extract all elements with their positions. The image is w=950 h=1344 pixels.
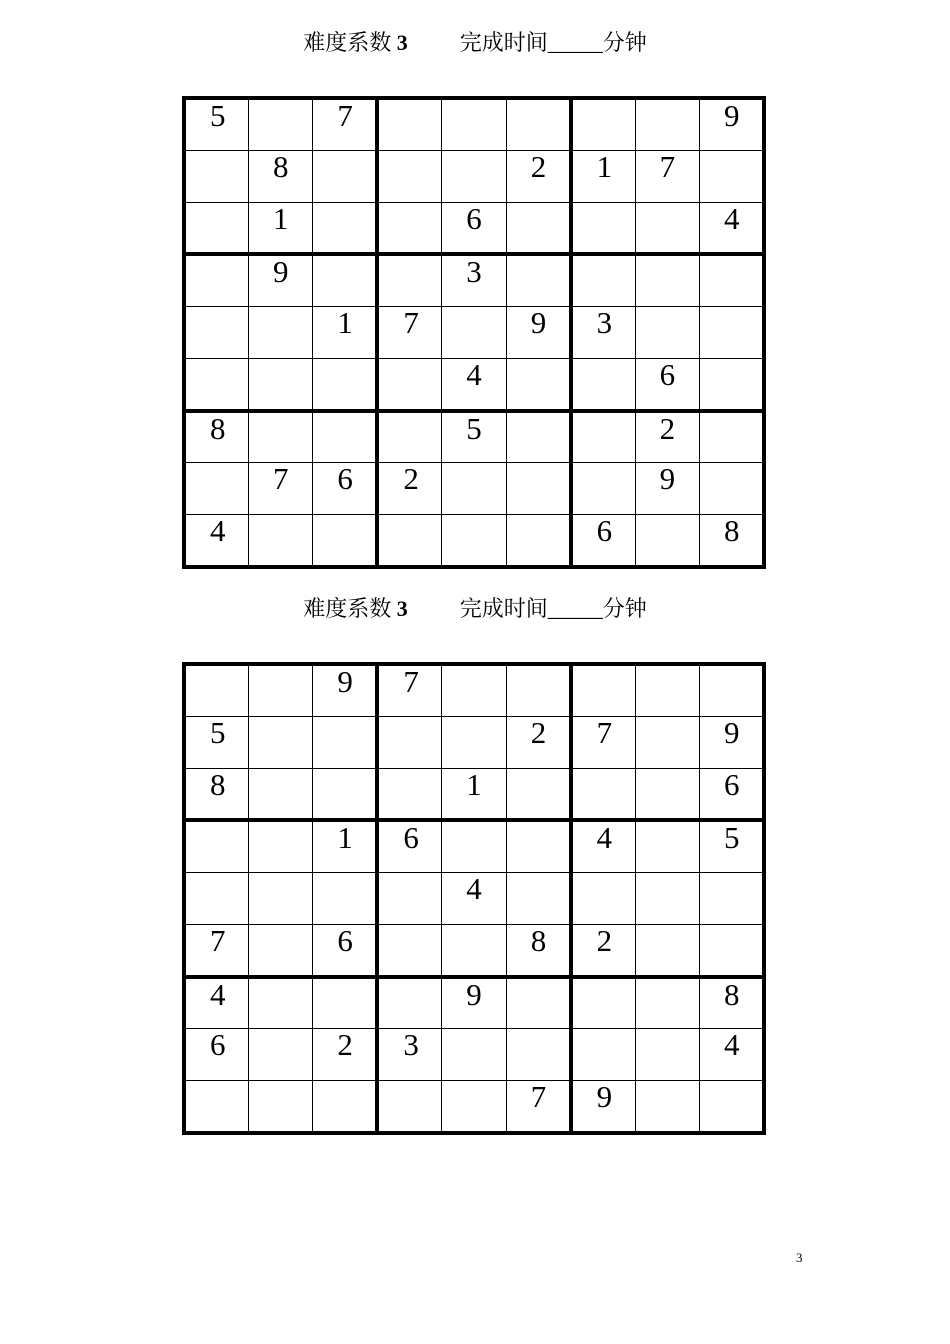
sudoku-cell[interactable]: 2 bbox=[377, 463, 441, 515]
sudoku-cell[interactable] bbox=[700, 925, 765, 977]
sudoku-cell[interactable] bbox=[313, 150, 377, 202]
sudoku-cell[interactable]: 6 bbox=[313, 925, 377, 977]
sudoku-cell[interactable]: 6 bbox=[184, 1029, 248, 1081]
sudoku-cell[interactable] bbox=[700, 150, 765, 202]
sudoku-cell[interactable] bbox=[377, 872, 441, 924]
sudoku-cell[interactable]: 7 bbox=[313, 98, 377, 150]
sudoku-cell[interactable] bbox=[571, 977, 635, 1029]
sudoku-cell[interactable] bbox=[506, 515, 570, 567]
sudoku-cell[interactable]: 8 bbox=[184, 768, 248, 820]
sudoku-cell[interactable] bbox=[442, 716, 506, 768]
grid-row bbox=[184, 150, 764, 202]
sudoku-cell[interactable] bbox=[313, 716, 377, 768]
sudoku-cell[interactable]: 4 bbox=[700, 1029, 765, 1081]
sudoku-cell[interactable] bbox=[635, 306, 699, 358]
sudoku-cell[interactable] bbox=[635, 98, 699, 150]
sudoku-cell[interactable]: 7 bbox=[571, 716, 635, 768]
sudoku-cell[interactable] bbox=[635, 1081, 699, 1133]
difficulty-label: 难度系数 bbox=[303, 30, 392, 55]
sudoku-cell[interactable] bbox=[313, 1081, 377, 1133]
sudoku-cell[interactable] bbox=[700, 664, 765, 716]
sudoku-cell[interactable] bbox=[571, 664, 635, 716]
sudoku-cell[interactable] bbox=[377, 716, 441, 768]
sudoku-cell[interactable] bbox=[248, 515, 312, 567]
sudoku-cell[interactable]: 6 bbox=[442, 202, 506, 254]
sudoku-cell[interactable] bbox=[700, 306, 765, 358]
sudoku-cell[interactable] bbox=[635, 515, 699, 567]
sudoku-cell[interactable] bbox=[248, 98, 312, 150]
grid-row bbox=[184, 254, 764, 306]
sudoku-cell[interactable] bbox=[442, 1081, 506, 1133]
sudoku-cell[interactable] bbox=[248, 820, 312, 872]
sudoku-cell[interactable]: 9 bbox=[506, 306, 570, 358]
sudoku-cell[interactable] bbox=[635, 820, 699, 872]
sudoku-cell[interactable] bbox=[571, 768, 635, 820]
sudoku-cell[interactable]: 9 bbox=[442, 977, 506, 1029]
sudoku-cell[interactable]: 8 bbox=[700, 515, 765, 567]
sudoku-cell[interactable]: 4 bbox=[442, 359, 506, 411]
sudoku-cell[interactable] bbox=[506, 768, 570, 820]
sudoku-cell[interactable] bbox=[635, 925, 699, 977]
sudoku-cell[interactable] bbox=[571, 254, 635, 306]
sudoku-cell[interactable] bbox=[377, 254, 441, 306]
sudoku-cell[interactable] bbox=[377, 515, 441, 567]
sudoku-cell[interactable]: 4 bbox=[184, 977, 248, 1029]
sudoku-cell[interactable] bbox=[184, 664, 248, 716]
sudoku-cell[interactable] bbox=[506, 664, 570, 716]
sudoku-cell[interactable] bbox=[506, 872, 570, 924]
sudoku-cell[interactable] bbox=[442, 98, 506, 150]
grid-row bbox=[184, 306, 764, 358]
sudoku-cell[interactable] bbox=[313, 202, 377, 254]
sudoku-cell[interactable] bbox=[442, 925, 506, 977]
sudoku-cell[interactable] bbox=[313, 254, 377, 306]
sudoku-cell[interactable]: 4 bbox=[571, 820, 635, 872]
sudoku-cell[interactable] bbox=[442, 1029, 506, 1081]
sudoku-cell[interactable]: 2 bbox=[635, 411, 699, 463]
sudoku-cell[interactable]: 4 bbox=[442, 872, 506, 924]
sudoku-cell[interactable]: 8 bbox=[248, 150, 312, 202]
sudoku-cell[interactable] bbox=[248, 411, 312, 463]
sudoku-cell[interactable] bbox=[506, 977, 570, 1029]
sudoku-cell[interactable] bbox=[635, 1029, 699, 1081]
sudoku-cell[interactable] bbox=[184, 150, 248, 202]
grid-row bbox=[184, 1081, 764, 1133]
sudoku-cell[interactable]: 7 bbox=[506, 1081, 570, 1133]
sudoku-cell[interactable] bbox=[571, 463, 635, 515]
sudoku-cell[interactable] bbox=[700, 463, 765, 515]
sudoku-cell[interactable]: 9 bbox=[248, 254, 312, 306]
sudoku-cell[interactable] bbox=[635, 202, 699, 254]
sudoku-cell[interactable]: 6 bbox=[377, 820, 441, 872]
sudoku-cell[interactable]: 3 bbox=[377, 1029, 441, 1081]
sudoku-cell[interactable]: 8 bbox=[184, 411, 248, 463]
sudoku-cell[interactable] bbox=[442, 150, 506, 202]
sudoku-cell[interactable]: 4 bbox=[700, 202, 765, 254]
sudoku-cell[interactable] bbox=[635, 664, 699, 716]
sudoku-cell[interactable] bbox=[248, 664, 312, 716]
sudoku-cell[interactable] bbox=[506, 820, 570, 872]
sudoku-cell[interactable]: 1 bbox=[313, 820, 377, 872]
sudoku-cell[interactable]: 1 bbox=[442, 768, 506, 820]
sudoku-cell[interactable] bbox=[377, 359, 441, 411]
sudoku-cell[interactable] bbox=[506, 98, 570, 150]
sudoku-cell[interactable] bbox=[184, 306, 248, 358]
sudoku-cell[interactable]: 8 bbox=[506, 925, 570, 977]
sudoku-cell[interactable] bbox=[571, 872, 635, 924]
puzzle-2-heading bbox=[0, 594, 950, 624]
sudoku-cell[interactable] bbox=[377, 98, 441, 150]
sudoku-cell[interactable]: 6 bbox=[700, 768, 765, 820]
grid-row bbox=[184, 1029, 764, 1081]
sudoku-cell[interactable] bbox=[635, 254, 699, 306]
difficulty-label: 难度系数 bbox=[303, 596, 392, 621]
sudoku-cell[interactable]: 5 bbox=[442, 411, 506, 463]
sudoku-cell[interactable] bbox=[248, 1081, 312, 1133]
sudoku-cell[interactable] bbox=[700, 872, 765, 924]
grid-row bbox=[184, 202, 764, 254]
sudoku-cell[interactable] bbox=[506, 463, 570, 515]
sudoku-cell[interactable] bbox=[184, 202, 248, 254]
grid-row bbox=[184, 664, 764, 716]
sudoku-cell[interactable]: 9 bbox=[571, 1081, 635, 1133]
sudoku-cell[interactable] bbox=[184, 872, 248, 924]
sudoku-cell[interactable] bbox=[248, 768, 312, 820]
grid-row bbox=[184, 872, 764, 924]
sudoku-cell[interactable]: 1 bbox=[571, 150, 635, 202]
grid-row bbox=[184, 463, 764, 515]
sudoku-cell[interactable] bbox=[313, 411, 377, 463]
sudoku-cell[interactable] bbox=[377, 150, 441, 202]
grid-row bbox=[184, 359, 764, 411]
sudoku-cell[interactable] bbox=[506, 202, 570, 254]
sudoku-cell[interactable] bbox=[635, 977, 699, 1029]
sudoku-cell[interactable] bbox=[377, 202, 441, 254]
sudoku-cell[interactable]: 1 bbox=[248, 202, 312, 254]
page-number: 3 bbox=[796, 1250, 803, 1265]
sudoku-cell[interactable]: 2 bbox=[313, 1029, 377, 1081]
sudoku-cell[interactable] bbox=[248, 977, 312, 1029]
sudoku-cell[interactable]: 1 bbox=[313, 306, 377, 358]
sudoku-cell[interactable] bbox=[571, 411, 635, 463]
grid-row bbox=[184, 716, 764, 768]
grid-row bbox=[184, 411, 764, 463]
puzzle-1-heading bbox=[0, 28, 950, 58]
sudoku-cell[interactable] bbox=[571, 202, 635, 254]
sudoku-cell[interactable] bbox=[442, 306, 506, 358]
sudoku-cell[interactable] bbox=[442, 820, 506, 872]
sudoku-cell[interactable]: 7 bbox=[635, 150, 699, 202]
sudoku-cell[interactable] bbox=[442, 463, 506, 515]
sudoku-cell[interactable] bbox=[700, 1081, 765, 1133]
sudoku-cell[interactable] bbox=[377, 411, 441, 463]
sudoku-grid-2 bbox=[182, 662, 766, 1135]
difficulty-value: 3 bbox=[396, 596, 408, 621]
sudoku-cell[interactable] bbox=[506, 411, 570, 463]
sudoku-cell[interactable] bbox=[248, 359, 312, 411]
sudoku-cell[interactable]: 7 bbox=[184, 925, 248, 977]
sudoku-cell[interactable]: 9 bbox=[313, 664, 377, 716]
sudoku-cell[interactable] bbox=[313, 872, 377, 924]
sudoku-cell[interactable]: 9 bbox=[700, 98, 765, 150]
sudoku-cell[interactable] bbox=[184, 1081, 248, 1133]
sudoku-cell[interactable] bbox=[506, 254, 570, 306]
sudoku-cell[interactable] bbox=[313, 515, 377, 567]
sudoku-cell[interactable] bbox=[442, 664, 506, 716]
completion-time-label: 完成时间_____分钟 bbox=[459, 30, 647, 55]
sudoku-cell[interactable] bbox=[571, 359, 635, 411]
sudoku-grid-1 bbox=[182, 96, 766, 569]
sudoku-cell[interactable] bbox=[377, 1081, 441, 1133]
grid-row bbox=[184, 925, 764, 977]
sudoku-cell[interactable]: 5 bbox=[184, 98, 248, 150]
sudoku-cell[interactable] bbox=[635, 768, 699, 820]
sudoku-cell[interactable] bbox=[248, 872, 312, 924]
sudoku-cell[interactable]: 4 bbox=[184, 515, 248, 567]
sudoku-cell[interactable]: 5 bbox=[184, 716, 248, 768]
sudoku-cell[interactable]: 5 bbox=[700, 820, 765, 872]
sudoku-cell[interactable]: 6 bbox=[313, 463, 377, 515]
sudoku-cell[interactable] bbox=[248, 716, 312, 768]
sudoku-cell[interactable]: 3 bbox=[442, 254, 506, 306]
sudoku-cell[interactable] bbox=[377, 925, 441, 977]
sudoku-cell[interactable] bbox=[506, 1029, 570, 1081]
sudoku-cell[interactable] bbox=[313, 359, 377, 411]
grid-row bbox=[184, 768, 764, 820]
sudoku-cell[interactable]: 2 bbox=[571, 925, 635, 977]
sudoku-cell[interactable] bbox=[377, 768, 441, 820]
sudoku-cell[interactable] bbox=[184, 254, 248, 306]
sudoku-cell[interactable] bbox=[700, 254, 765, 306]
grid-row bbox=[184, 515, 764, 567]
sudoku-cell[interactable]: 6 bbox=[571, 515, 635, 567]
grid-row bbox=[184, 977, 764, 1029]
sudoku-cell[interactable]: 7 bbox=[248, 463, 312, 515]
sudoku-cell[interactable] bbox=[700, 411, 765, 463]
sudoku-cell[interactable] bbox=[184, 820, 248, 872]
sudoku-cell[interactable] bbox=[184, 359, 248, 411]
completion-time-label: 完成时间_____分钟 bbox=[459, 596, 647, 621]
sudoku-cell[interactable]: 2 bbox=[506, 716, 570, 768]
sudoku-cell[interactable]: 9 bbox=[635, 463, 699, 515]
difficulty-value: 3 bbox=[396, 30, 408, 55]
sudoku-cell[interactable]: 8 bbox=[700, 977, 765, 1029]
sudoku-cell[interactable] bbox=[571, 98, 635, 150]
sudoku-cell[interactable]: 7 bbox=[377, 306, 441, 358]
sudoku-cell[interactable] bbox=[313, 768, 377, 820]
sudoku-cell[interactable]: 6 bbox=[635, 359, 699, 411]
sudoku-cell[interactable] bbox=[248, 925, 312, 977]
sudoku-cell[interactable] bbox=[248, 1029, 312, 1081]
sudoku-cell[interactable] bbox=[442, 515, 506, 567]
sudoku-cell[interactable] bbox=[506, 359, 570, 411]
sudoku-cell[interactable] bbox=[313, 977, 377, 1029]
sudoku-cell[interactable] bbox=[635, 716, 699, 768]
sudoku-cell[interactable] bbox=[700, 359, 765, 411]
sudoku-cell[interactable]: 2 bbox=[506, 150, 570, 202]
sudoku-cell[interactable]: 3 bbox=[571, 306, 635, 358]
sudoku-cell[interactable] bbox=[248, 306, 312, 358]
grid-row bbox=[184, 820, 764, 872]
grid-row bbox=[184, 98, 764, 150]
sudoku-cell[interactable]: 7 bbox=[377, 664, 441, 716]
sudoku-cell[interactable] bbox=[184, 463, 248, 515]
sudoku-cell[interactable] bbox=[635, 872, 699, 924]
sudoku-cell[interactable]: 9 bbox=[700, 716, 765, 768]
sudoku-cell[interactable] bbox=[377, 977, 441, 1029]
sudoku-cell[interactable] bbox=[571, 1029, 635, 1081]
